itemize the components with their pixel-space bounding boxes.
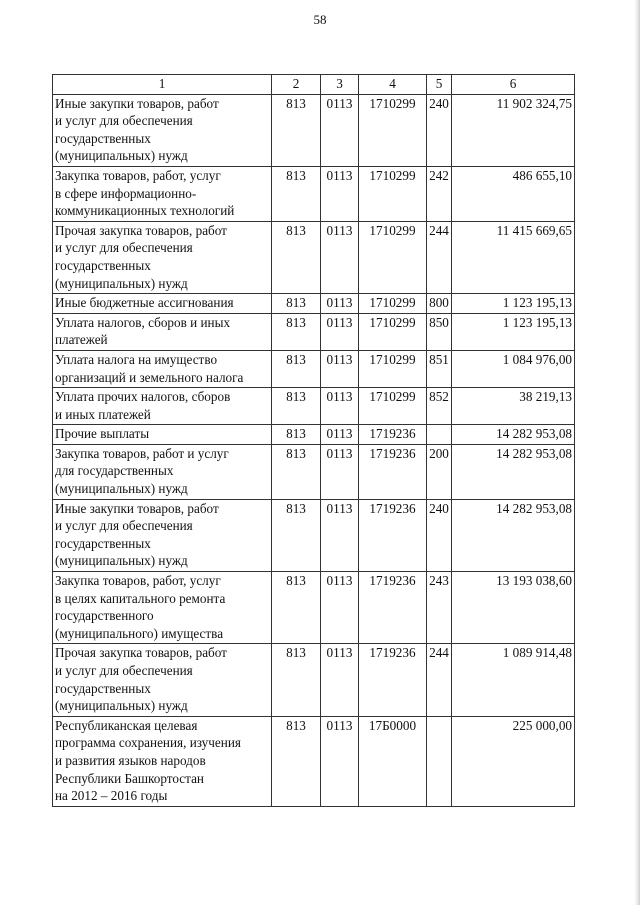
column-header: 6 bbox=[452, 75, 575, 95]
ministry-code-cell: 813 bbox=[272, 313, 321, 350]
target-item-cell: 1710299 bbox=[359, 221, 427, 293]
target-item-cell: 1710299 bbox=[359, 166, 427, 221]
expense-type-cell bbox=[427, 425, 452, 445]
section-code-cell: 0113 bbox=[321, 94, 359, 166]
expense-type-cell: 244 bbox=[427, 221, 452, 293]
table-header-row bbox=[53, 75, 575, 95]
ministry-code-cell: 813 bbox=[272, 444, 321, 499]
ministry-code-cell: 813 bbox=[272, 572, 321, 644]
amount-cell: 1 123 195,13 bbox=[452, 313, 575, 350]
column-header: 1 bbox=[53, 75, 272, 95]
amount-cell: 13 193 038,60 bbox=[452, 572, 575, 644]
target-item-cell: 1710299 bbox=[359, 313, 427, 350]
table-row bbox=[53, 221, 575, 293]
expense-type-cell: 850 bbox=[427, 313, 452, 350]
ministry-code-cell: 813 bbox=[272, 499, 321, 571]
column-header: 4 bbox=[359, 75, 427, 95]
ministry-code-cell: 813 bbox=[272, 425, 321, 445]
amount-cell: 14 282 953,08 bbox=[452, 499, 575, 571]
scan-edge bbox=[634, 0, 640, 905]
expense-name-cell: Иные закупки товаров, работ и услуг для обеспечения государственных (муниципальных) нужд bbox=[53, 94, 272, 166]
expense-name-cell: Закупка товаров, работ и услуг для государственных (муниципальных) нужд bbox=[53, 444, 272, 499]
column-header: 5 bbox=[427, 75, 452, 95]
expense-type-cell: 200 bbox=[427, 444, 452, 499]
table-row bbox=[53, 388, 575, 425]
table-body bbox=[53, 94, 575, 806]
target-item-cell: 1719236 bbox=[359, 499, 427, 571]
amount-cell: 1 084 976,00 bbox=[452, 350, 575, 387]
table-row bbox=[53, 350, 575, 387]
expense-name-cell: Уплата налога на имущество организаций и земельного налога bbox=[53, 350, 272, 387]
expense-name-cell: Иные закупки товаров, работ и услуг для обеспечения государственных (муниципальных) нужд bbox=[53, 499, 272, 571]
ministry-code-cell: 813 bbox=[272, 388, 321, 425]
table-row bbox=[53, 166, 575, 221]
expense-name-cell: Закупка товаров, работ, услуг в целях капитального ремонта государственного (муниципального) имущества bbox=[53, 572, 272, 644]
ministry-code-cell: 813 bbox=[272, 644, 321, 716]
amount-cell: 486 655,10 bbox=[452, 166, 575, 221]
target-item-cell: 1719236 bbox=[359, 425, 427, 445]
expense-name-cell: Уплата налогов, сборов и иных платежей bbox=[53, 313, 272, 350]
expense-type-cell: 852 bbox=[427, 388, 452, 425]
ministry-code-cell: 813 bbox=[272, 221, 321, 293]
table-row bbox=[53, 444, 575, 499]
expense-type-cell: 851 bbox=[427, 350, 452, 387]
section-code-cell: 0113 bbox=[321, 499, 359, 571]
ministry-code-cell: 813 bbox=[272, 94, 321, 166]
expense-type-cell: 242 bbox=[427, 166, 452, 221]
expense-name-cell: Уплата прочих налогов, сборов и иных платежей bbox=[53, 388, 272, 425]
expense-type-cell: 240 bbox=[427, 499, 452, 571]
expense-type-cell: 800 bbox=[427, 294, 452, 314]
amount-cell: 14 282 953,08 bbox=[452, 425, 575, 445]
table-row bbox=[53, 294, 575, 314]
amount-cell: 1 089 914,48 bbox=[452, 644, 575, 716]
expense-name-cell: Прочая закупка товаров, работ и услуг для обеспечения государственных (муниципальных) нужд bbox=[53, 644, 272, 716]
section-code-cell: 0113 bbox=[321, 166, 359, 221]
table-row bbox=[53, 313, 575, 350]
target-item-cell: 1710299 bbox=[359, 94, 427, 166]
expense-name-cell: Закупка товаров, работ, услуг в сфере информационно- коммуникационных технологий bbox=[53, 166, 272, 221]
target-item-cell: 1710299 bbox=[359, 350, 427, 387]
section-code-cell: 0113 bbox=[321, 425, 359, 445]
amount-cell: 11 902 324,75 bbox=[452, 94, 575, 166]
expense-name-cell: Иные бюджетные ассигнования bbox=[53, 294, 272, 314]
expense-name-cell: Прочие выплаты bbox=[53, 425, 272, 445]
ministry-code-cell: 813 bbox=[272, 350, 321, 387]
amount-cell: 225 000,00 bbox=[452, 716, 575, 806]
section-code-cell: 0113 bbox=[321, 388, 359, 425]
amount-cell: 1 123 195,13 bbox=[452, 294, 575, 314]
section-code-cell: 0113 bbox=[321, 444, 359, 499]
table-row bbox=[53, 425, 575, 445]
target-item-cell: 1710299 bbox=[359, 388, 427, 425]
expense-name-cell: Республиканская целевая программа сохранения, изучения и развития языков народов Республики Башкортостан на 2012 – 2016 годы bbox=[53, 716, 272, 806]
ministry-code-cell: 813 bbox=[272, 166, 321, 221]
expense-name-cell: Прочая закупка товаров, работ и услуг для обеспечения государственных (муниципальных) нужд bbox=[53, 221, 272, 293]
amount-cell: 11 415 669,65 bbox=[452, 221, 575, 293]
expense-type-cell bbox=[427, 716, 452, 806]
table-row bbox=[53, 716, 575, 806]
budget-table bbox=[52, 74, 575, 807]
section-code-cell: 0113 bbox=[321, 572, 359, 644]
amount-cell: 38 219,13 bbox=[452, 388, 575, 425]
column-header: 3 bbox=[321, 75, 359, 95]
section-code-cell: 0113 bbox=[321, 644, 359, 716]
section-code-cell: 0113 bbox=[321, 294, 359, 314]
target-item-cell: 1719236 bbox=[359, 444, 427, 499]
table-row bbox=[53, 572, 575, 644]
expense-type-cell: 240 bbox=[427, 94, 452, 166]
section-code-cell: 0113 bbox=[321, 221, 359, 293]
column-header: 2 bbox=[272, 75, 321, 95]
expense-type-cell: 244 bbox=[427, 644, 452, 716]
section-code-cell: 0113 bbox=[321, 716, 359, 806]
target-item-cell: 17Б0000 bbox=[359, 716, 427, 806]
target-item-cell: 1719236 bbox=[359, 644, 427, 716]
section-code-cell: 0113 bbox=[321, 313, 359, 350]
ministry-code-cell: 813 bbox=[272, 294, 321, 314]
page-number: 58 bbox=[313, 12, 327, 27]
amount-cell: 14 282 953,08 bbox=[452, 444, 575, 499]
ministry-code-cell: 813 bbox=[272, 716, 321, 806]
section-code-cell: 0113 bbox=[321, 350, 359, 387]
expense-type-cell: 243 bbox=[427, 572, 452, 644]
table-row bbox=[53, 644, 575, 716]
table-row bbox=[53, 94, 575, 166]
target-item-cell: 1719236 bbox=[359, 572, 427, 644]
table-row bbox=[53, 499, 575, 571]
target-item-cell: 1710299 bbox=[359, 294, 427, 314]
